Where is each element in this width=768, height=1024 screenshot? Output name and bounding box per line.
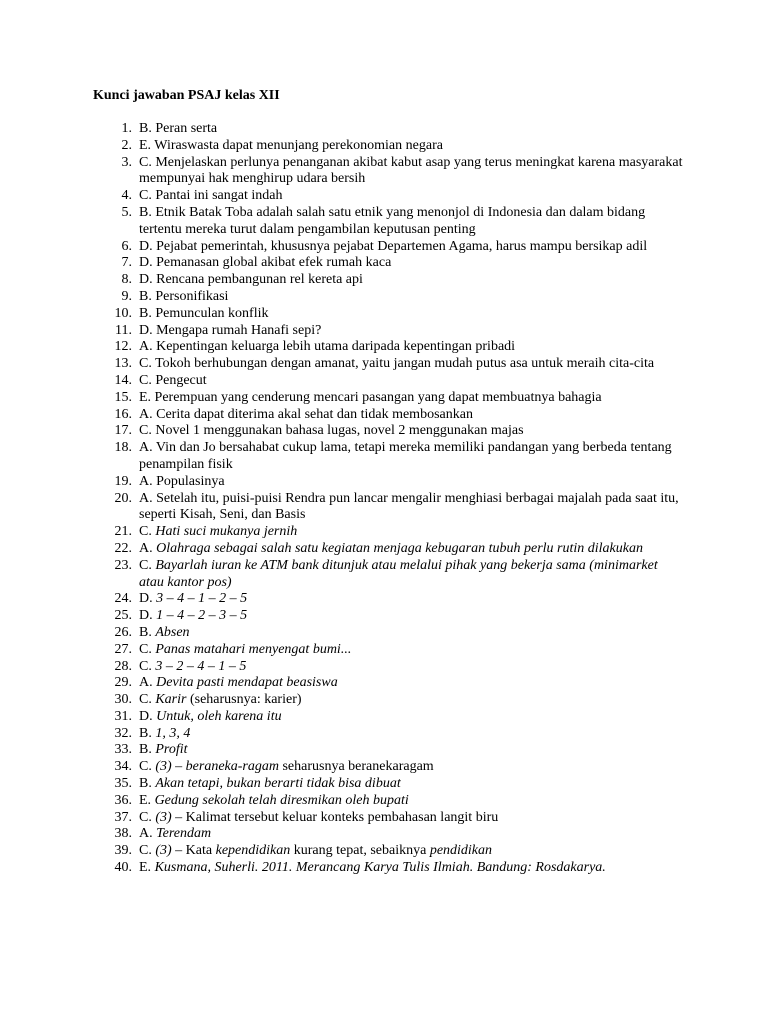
answer-text-italic: (3): [155, 809, 172, 825]
answer-text: A.: [139, 826, 157, 842]
answer-number: 22.: [114, 540, 132, 556]
answer-text-italic: Akan tetapi, bukan berarti tidak bisa dibuat: [155, 776, 401, 792]
answer-text-italic: Panas matahari menyengat bumi...: [155, 641, 352, 657]
answer-number: 29.: [114, 675, 132, 691]
answer-number: 19.: [114, 473, 132, 489]
answer-item: [93, 339, 683, 356]
answer-text-italic: 3 – 2 – 4 – 1 – 5: [155, 658, 247, 674]
answer-number: 21.: [114, 524, 132, 540]
answer-number: 18.: [114, 440, 132, 456]
answer-text: C.: [139, 809, 156, 825]
answer-item: [93, 742, 683, 759]
answer-item: [93, 659, 683, 676]
answer-number: 11.: [115, 322, 132, 338]
answer-text: E. Perempuan yang cenderung mencari pasangan yang dapat membuatnya bahagia: [139, 389, 602, 405]
answer-number: 9.: [121, 288, 132, 304]
document-title: Kunci jawaban PSAJ kelas XII: [93, 88, 280, 103]
answer-text: E.: [139, 860, 155, 876]
answer-text: B. Peran serta: [139, 121, 218, 136]
answer-text: A. Kepentingan keluarga lebih utama daripada kepentingan pribadi: [139, 339, 516, 355]
answer-number: 8.: [121, 272, 132, 288]
answer-text: D.: [139, 591, 157, 607]
answer-number: 32.: [114, 725, 132, 741]
answer-text: C.: [139, 557, 156, 573]
answer-number: 20.: [114, 490, 132, 506]
answer-item: [93, 675, 683, 692]
answer-number: 3.: [121, 154, 132, 170]
answer-text: E.: [139, 792, 155, 808]
answer-text: – Kata: [171, 843, 216, 859]
answer-text: C. Tokoh berhubungan dengan amanat, yaitu jangan mudah putus asa untuk meraih cita-cita: [139, 356, 655, 372]
answer-number: 34.: [114, 759, 132, 775]
answer-item: [93, 591, 683, 608]
answer-text-italic: Absen: [155, 624, 190, 640]
answer-text: seharusnya beranekaragam: [278, 759, 434, 775]
answer-text-italic: Olahraga sebagai salah satu kegiatan menjaga kebugaran tubuh perlu rutin dilakukan: [156, 540, 643, 556]
answer-item: [93, 272, 683, 289]
answer-item: [93, 491, 683, 525]
answer-number: 39.: [114, 843, 132, 859]
answer-text: B. Personifikasi: [139, 288, 229, 304]
answer-text: D. Mengapa rumah Hanafi sepi?: [139, 322, 322, 338]
answer-text: C.: [139, 658, 156, 674]
answer-text-italic: 1 – 4 – 2 – 3 – 5: [156, 608, 248, 624]
answer-item: [93, 826, 683, 843]
answer-item: [93, 843, 683, 860]
answer-item: [93, 776, 683, 793]
answer-number: 14.: [114, 372, 132, 388]
answer-number: 33.: [114, 742, 132, 758]
answer-text: A.: [139, 540, 157, 556]
answer-text-italic: (3): [155, 843, 172, 859]
answer-number: 37.: [114, 809, 132, 825]
answer-text: C.: [139, 524, 156, 540]
answer-text: kurang tepat, sebaiknya: [290, 843, 430, 859]
answer-item: [93, 155, 683, 189]
answer-text-italic: Kusmana, Suherli. 2011. Merancang Karya Tulis Ilmiah. Bandung: Rosdakarya.: [154, 860, 606, 876]
answer-item: [93, 138, 683, 155]
answer-number: 38.: [114, 826, 132, 842]
answer-item: [93, 289, 683, 306]
answer-text: B.: [139, 624, 156, 640]
answer-number: 28.: [114, 658, 132, 674]
answer-number: 13.: [114, 356, 132, 372]
answer-text: B. Etnik Batak Toba adalah salah satu etnik yang menonjol di Indonesia dan dalam bidang tertentu mereka turut dalam pengambilan keputusan penting: [139, 204, 646, 237]
answer-number: 7.: [121, 255, 132, 271]
answer-item: [93, 558, 683, 592]
answer-text: D.: [139, 608, 157, 624]
answer-item: [93, 440, 683, 474]
answer-text-italic: Gedung sekolah telah diresmikan oleh bupati: [154, 792, 409, 808]
answer-number: 35.: [114, 776, 132, 792]
answer-item: [93, 608, 683, 625]
answer-item: [93, 860, 683, 877]
answer-number: 23.: [114, 557, 132, 573]
answer-text: C.: [139, 843, 156, 859]
answer-text: B.: [139, 776, 156, 792]
answer-number: 4.: [121, 188, 132, 204]
answer-number: 40.: [114, 860, 132, 876]
answer-text: A. Populasinya: [139, 473, 225, 489]
answer-text: C. Menjelaskan perlunya penanganan akibat kabut asap yang terus meningkat karena masyarakat mempunyai hak menghirup udara bersih: [139, 154, 683, 187]
answer-number: 30.: [114, 692, 132, 708]
answer-number: 31.: [114, 708, 132, 724]
answer-text: A. Vin dan Jo bersahabat cukup lama, tetapi mereka memiliki pandangan yang berbeda tentang penampilan fisik: [139, 440, 672, 472]
answer-text: C. Pantai ini sangat indah: [139, 188, 283, 204]
answer-item: [93, 205, 683, 239]
answer-item: [93, 524, 683, 541]
answer-number: 6.: [121, 238, 132, 254]
answer-list: [93, 121, 683, 877]
answer-text-italic: 1, 3, 4: [155, 725, 191, 741]
answer-text: D. Pemanasan global akibat efek rumah kaca: [139, 255, 392, 271]
answer-text: A. Setelah itu, puisi-puisi Rendra pun lancar mengalir menghiasi berbagai majalah pada saat itu, seperti Kisah, Seni, dan Basis: [139, 490, 679, 523]
answer-item: [93, 759, 683, 776]
answer-text-italic: Profit: [155, 742, 188, 758]
answer-item: [93, 239, 683, 256]
answer-number: 24.: [114, 591, 132, 607]
answer-item: [93, 188, 683, 205]
answer-text-italic: 3 – 4 – 1 – 2 – 5: [156, 591, 248, 607]
answer-item: [93, 323, 683, 340]
answer-number: 16.: [114, 406, 132, 422]
answer-item: [93, 642, 683, 659]
answer-item: [93, 793, 683, 810]
answer-text: – Kalimat tersebut keluar konteks pembahasan langit biru: [171, 809, 499, 825]
answer-item: [93, 407, 683, 424]
answer-text: A.: [139, 675, 157, 691]
answer-text-italic: kependidikan: [215, 843, 291, 859]
answer-number: 10.: [114, 305, 132, 321]
answer-number: 15.: [114, 389, 132, 405]
answer-number: 5.: [121, 204, 132, 220]
answer-item: [93, 709, 683, 726]
answer-item: [93, 306, 683, 323]
answer-text-italic: Karir: [155, 692, 187, 708]
answer-number: 27.: [114, 641, 132, 657]
answer-item: [93, 810, 683, 827]
answer-text-italic: Devita pasti mendapat beasiswa: [156, 675, 338, 691]
answer-number: 17.: [114, 423, 132, 439]
answer-item: [93, 356, 683, 373]
answer-item: [93, 692, 683, 709]
answer-number: 36.: [114, 792, 132, 808]
answer-text: D. Pejabat pemerintah, khususnya pejabat Departemen Agama, harus mampu bersikap adil: [139, 238, 648, 254]
answer-text-italic: pendidikan: [429, 843, 493, 859]
answer-item: [93, 373, 683, 390]
answer-text: E. Wiraswasta dapat menunjang perekonomian negara: [139, 137, 443, 153]
answer-number: 2.: [121, 137, 132, 153]
answer-item: [93, 390, 683, 407]
answer-text: D. Rencana pembangunan rel kereta api: [139, 272, 363, 288]
answer-text: B.: [139, 742, 156, 758]
answer-text: A. Cerita dapat diterima akal sehat dan tidak membosankan: [139, 406, 473, 422]
answer-number: 12.: [114, 339, 132, 355]
answer-item: [93, 255, 683, 272]
answer-item: [93, 625, 683, 642]
answer-text-italic: Hati suci mukanya jernih: [155, 524, 298, 540]
answer-text: D.: [139, 708, 157, 724]
answer-number: 26.: [114, 624, 132, 640]
answer-text: C.: [139, 759, 156, 775]
answer-text: C.: [139, 692, 156, 708]
answer-text: C.: [139, 641, 156, 657]
answer-number: 25.: [114, 608, 132, 624]
answer-text-italic: Bayarlah iuran ke ATM bank ditunjuk atau melalui pihak yang bekerja sama (minimarket atau kantor pos): [139, 557, 658, 590]
answer-number: 1.: [121, 121, 132, 136]
answer-item: [93, 121, 683, 138]
answer-text-italic: Terendam: [156, 826, 212, 842]
answer-text-italic: (3) – beraneka-ragam: [155, 759, 279, 775]
answer-text: B.: [139, 725, 156, 741]
answer-text: (seharusnya: karier): [186, 692, 302, 708]
answer-text: C. Pengecut: [139, 372, 207, 388]
answer-text: C. Novel 1 menggunakan bahasa lugas, novel 2 menggunakan majas: [139, 423, 524, 439]
answer-text: B. Pemunculan konflik: [139, 305, 269, 321]
answer-item: [93, 726, 683, 743]
answer-text-italic: Untuk, oleh karena itu: [156, 708, 282, 724]
answer-item: [93, 474, 683, 491]
answer-item: [93, 423, 683, 440]
answer-item: [93, 541, 683, 558]
